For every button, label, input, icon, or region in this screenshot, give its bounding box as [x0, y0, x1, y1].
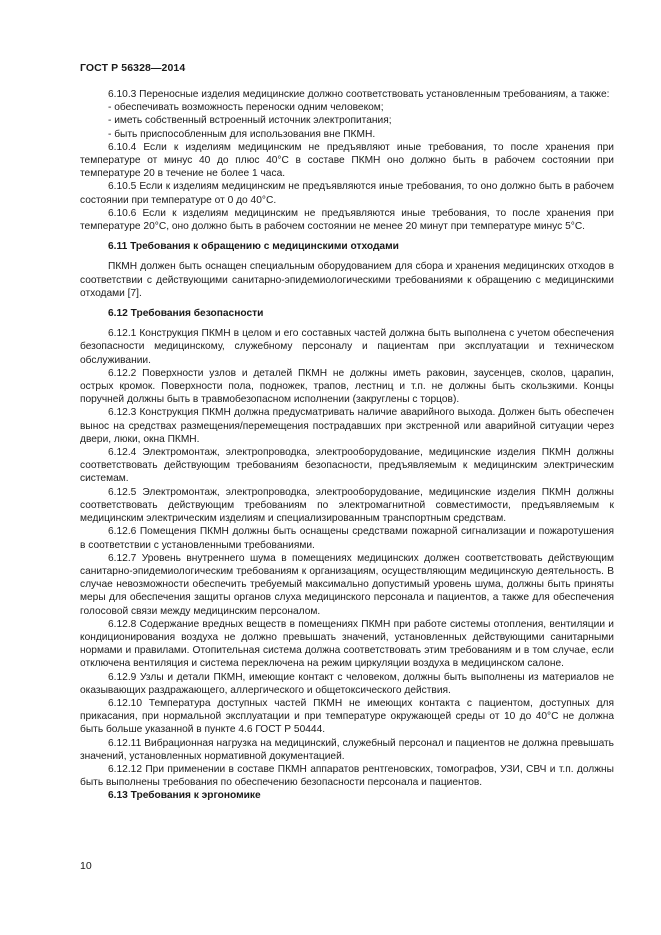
paragraph-6-12-8: 6.12.8 Содержание вредных веществ в помещениях ПКМН при работе системы отопления, вентиляции и кондиционирования воздуха не должно превышать значений, установленных действующими санитарными нормами и правилами. Отопительная система должна соответствовать этим требованиям и в том случае, если отключена вентиляция и система переключена на режим циркуляции воздуха в медицинском салоне.: [80, 618, 614, 670]
section-heading-6-11: 6.11 Требования к обращению с медицинскими отходами: [108, 241, 399, 253]
paragraph-6-12-6: 6.12.6 Помещения ПКМН должны быть оснащены средствами пожарной сигнализации и пожаротушения в соответствии с установленными требованиями.: [80, 526, 614, 551]
section-heading-6-12: 6.12 Требования безопасности: [108, 308, 264, 320]
paragraph-6-12-7: 6.12.7 Уровень внутреннего шума в помещениях медицинских должен соответствовать действующим санитарно-эпидемиологическим требованиям к организациям, осуществляющим медицинскую деятельность. В случае невозможности обеспечить требуемый максимально допустимый уровень шума, должны быть приняты меры для обеспечения защиты органов слуха медицинского персонала и пациентов, а также для обеспечения голосовой связи между медицинским персоналом.: [80, 552, 614, 617]
paragraph-6-10-6: 6.10.6 Если к изделиям медицинским не предъявляются иные требования, то после хранения при температуре 20°С, оно должно быть в рабочем состоянии не менее 20 минут при температуре минус 5°С.: [80, 207, 614, 233]
standard-header: ГОСТ Р 56328—2014: [80, 62, 186, 74]
paragraph-6-12-10: 6.12.10 Температура доступных частей ПКМН не имеющих контакта с пациентом, доступных для прикасания, при нормальной эксплуатации и при температуре окружающей среды от 10 до 40°С не должна быть больше указанной в пункте 4.6 ГОСТ Р 50444.: [80, 697, 614, 736]
list-item: - обеспечивать возможность переноски одним человеком;: [108, 102, 384, 114]
paragraph-6-12-3: 6.12.3 Конструкция ПКМН должна предусматривать наличие аварийного выхода. Должен быть обеспечен вынос на средствах размещения/перемещения пострадавших при экстренной или аварийной ситуации через двери, люки, окна ПКМН.: [80, 407, 614, 445]
paragraph-6-11: ПКМН должен быть оснащен специальным оборудованием для сбора и хранения медицинских отходов в соответствии с действующими санитарно-эпидемиологическими требованиями к обращению с медицинскими отходами [7].: [80, 261, 614, 299]
paragraph-6-12-12: 6.12.12 При применении в составе ПКМН аппаратов рентгеновских, томографов, УЗИ, СВЧ и т.п. должны быть выполнены требования по обеспечению безопасности персонала и пациентов.: [80, 763, 614, 789]
list-item: - быть приспособленным для использования вне ПКМН.: [108, 128, 376, 140]
paragraph-6-10-5: 6.10.5 Если к изделиям медицинским не предъявляются иные требования, то оно должно быть в рабочем состоянии при температуре от 0 до 40°С.: [80, 181, 614, 206]
paragraph-6-12-1: 6.12.1 Конструкция ПКМН в целом и его составных частей должна быть выполнена с учетом обеспечения безопасности медицинскому, служебному персоналу и пациентам при эксплуатации и техническом обслуживании.: [80, 328, 614, 366]
paragraph-6-10-3: 6.10.3 Переносные изделия медицинские должно соответствовать установленным требованиям, а также:: [108, 89, 610, 100]
paragraph-6-12-5: 6.12.5 Электромонтаж, электропроводка, электрооборудование, медицинские изделия ПКМН должны соответствовать действующим требованиям по электромагнитной совместимости, предъявляемым к медицинским электрическим изделиям и специализированным транспортным средствам.: [80, 486, 614, 525]
paragraph-6-12-9: 6.12.9 Узлы и детали ПКМН, имеющие контакт с человеком, должны быть выполнены из материалов не оказывающих раздражающего, аллергического и общетоксического действия.: [80, 671, 614, 696]
paragraph-6-12-4: 6.12.4 Электромонтаж, электропроводка, электрооборудование, медицинские изделия ПКМН должны соответствовать действующим требованиям безопасности, предъявляемым к медицинским электрическим системам.: [80, 447, 614, 485]
paragraph-6-10-4: 6.10.4 Если к изделиям медицинским не предъявляют иные требования, то после хранения при температуре от минус 40 до плюс 40°С в составе ПКМН оно должно быть в рабочем состоянии при температуре 20 в течение не более 1 часа.: [80, 141, 614, 180]
paragraph-6-12-2: 6.12.2 Поверхности узлов и деталей ПКМН не должны иметь раковин, заусенцев, сколов, царапин, острых кромок. Поверхности пола, подножек, трапов, лестниц и т.п. не должны быть скользкими. Концы поручней должны быть в травмобезопасном исполнении (закруглены с торцов).: [80, 367, 614, 406]
paragraph-6-12-11: 6.12.11 Вибрационная нагрузка на медицинский, служебный персонал и пациентов не должна превышать значений, установленных нормативной документацией.: [80, 737, 614, 762]
section-heading-6-13: 6.13 Требования к эргономике: [108, 790, 261, 802]
page-number: 10: [80, 860, 92, 872]
document-body: [80, 88, 614, 803]
list-item: - иметь собственный встроенный источник электропитания;: [108, 115, 392, 127]
